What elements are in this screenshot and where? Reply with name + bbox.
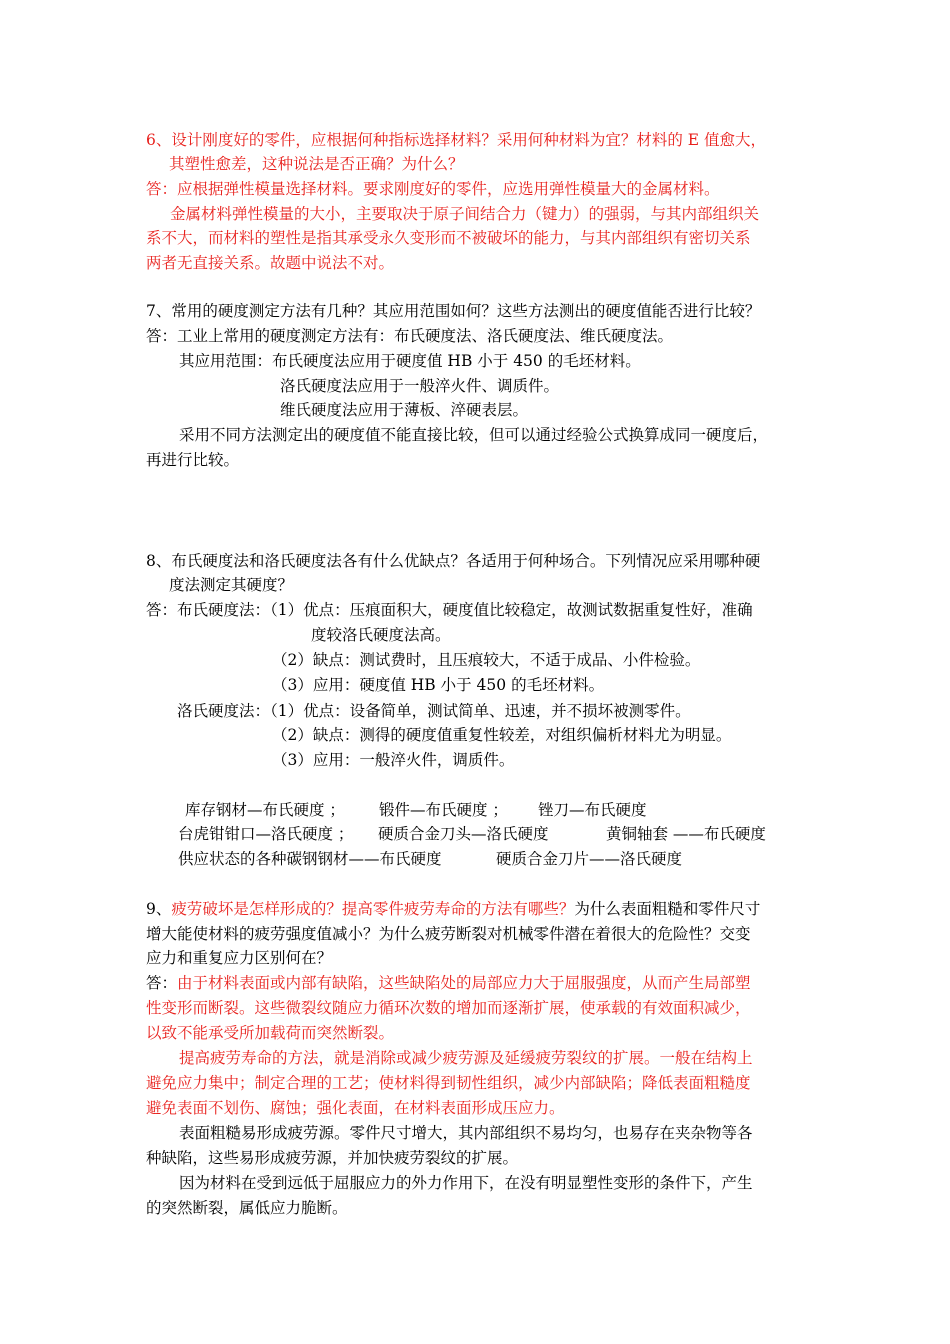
- q7-answer-line-3: 洛氏硬度法应用于一般淬火件、调质件。: [280, 377, 560, 395]
- q9-answer-line-1: [146, 971, 751, 995]
- q9-answer-line-2: 性变形而断裂。这些微裂纹随应力循环次数的增加而逐渐扩展，使承载的有效面积减少，: [146, 999, 751, 1017]
- q8-answer-line-2: 度较洛氏硬度法高。: [311, 626, 451, 644]
- q9-question-highlight: 疲劳破坏是怎样形成的？提高零件疲劳寿命的方法有哪些？: [171, 900, 575, 918]
- q6-answer-line-2: 金属材料弹性模量的大小，主要取决于原子间结合力（键力）的强弱，与其内部组织关: [170, 205, 760, 223]
- q8-case-carbon-steel: 供应状态的各种碳钢钢材——布氏硬度: [178, 850, 442, 868]
- q8-case-carbide-blade: 硬质合金刀片——洛氏硬度: [496, 850, 683, 868]
- q8-answer-line-3: （2）缺点：测试费时，且压痕较大，不适于成品、小件检验。: [272, 651, 701, 669]
- q8-case-stock-steel: 库存钢材—布氏硬度 ；: [185, 801, 345, 819]
- q7-answer-line-2: 其应用范围：布氏硬度法应用于硬度值 HB 小于 450 的毛坯材料。: [179, 352, 641, 370]
- q8-answer-line-6: （2）缺点：测得的硬度值重复性较差，对组织偏析材料尤为明显。: [272, 726, 732, 744]
- q7-answer-line-6: 再进行比较。: [146, 451, 240, 469]
- q6-question-line-2: 其塑性愈差，这种说法是否正确？为什么？: [169, 155, 464, 173]
- q8-case-file: 锉刀—布氏硬度: [538, 801, 647, 819]
- q9-answer-line-5: 避免应力集中；制定合理的工艺；使材料得到韧性组织，减少内部缺陷；降低表面粗糙度: [146, 1074, 751, 1092]
- q6-question-line-1: 6、设计刚度好的零件，应根据何种指标选择材料？采用何种材料为宜？材料的 E 值愈大，: [146, 131, 767, 149]
- q7-question-line-1: 7、常用的硬度测定方法有几种？其应用范围如何？这些方法测出的硬度值能否进行比较？: [146, 302, 761, 320]
- q9-answer-line-10: 的突然断裂，属低应力脆断。: [146, 1199, 348, 1217]
- q8-case-brass-bushing: 黄铜轴套 ——布氏硬度: [606, 825, 766, 843]
- q6-answer-line-1: 答：应根据弹性模量选择材料。要求刚度好的零件，应选用弹性模量大的金属材料。: [146, 180, 720, 198]
- q6-answer-line-4: 两者无直接关系。故题中说法不对。: [146, 254, 395, 272]
- q9-question-line-3: 应力和重复应力区别何在？: [146, 949, 333, 967]
- q9-answer-line-3: 以致不能承受所加载荷而突然断裂。: [146, 1024, 395, 1042]
- q9-answer-line-7: 表面粗糙易形成疲劳源。零件尺寸增大，其内部组织不易均匀，也易存在夹杂物等各: [179, 1124, 753, 1142]
- q9-answer-line-9: 因为材料在受到远低于屈服应力的外力作用下，在没有明显塑性变形的条件下，产生: [179, 1174, 753, 1192]
- q8-answer-line-4: （3）应用：硬度值 HB 小于 450 的毛坯材料。: [272, 676, 605, 694]
- q9-answer-line-8: 种缺陷，这些易形成疲劳源，并加快疲劳裂纹的扩展。: [146, 1149, 519, 1167]
- q8-case-vise-jaw: 台虎钳钳口—洛氏硬度 ；: [178, 825, 354, 843]
- q7-answer-line-5: 采用不同方法测定出的硬度值不能直接比较，但可以通过经验公式换算成同一硬度后，: [179, 426, 769, 444]
- q9-question-rest: 为什么表面粗糙和零件尺寸: [574, 900, 761, 918]
- q8-answer-line-5: 洛氏硬度法：（1）优点：设备简单，测试简单、迅速，并不损坏被测零件。: [177, 702, 691, 720]
- q8-case-carbide-tip: 硬质合金刀头—洛氏硬度: [378, 825, 549, 843]
- q9-answer-line-4: 提高疲劳寿命的方法，就是消除或减少疲劳源及延缓疲劳裂纹的扩展。一般在结构上: [179, 1049, 753, 1067]
- q9-question-line-1: [146, 897, 760, 921]
- q8-question-line-1: 8、布氏硬度法和洛氏硬度法各有什么优缺点？各适用于何种场合。下列情况应采用哪种硬: [146, 552, 761, 570]
- q9-question-line-2: 增大能使材料的疲劳强度值减小？为什么疲劳断裂对机械零件潜在着很大的危险性？交变: [146, 925, 751, 943]
- q6-answer-line-3: 系不大，而材料的塑性是指其承受永久变形而不被破坏的能力，与其内部组织有密切关系: [146, 229, 751, 247]
- q7-answer-line-1: 答：工业上常用的硬度测定方法有：布氏硬度法、洛氏硬度法、维氏硬度法。: [146, 327, 674, 345]
- q7-answer-line-4: 维氏硬度法应用于薄板、淬硬表层。: [280, 401, 529, 419]
- q9-answer-highlight: 由于材料表面或内部有缺陷，这些缺陷处的局部应力大于屈服强度，从而产生局部塑: [177, 974, 751, 992]
- q9-number: 9、: [146, 900, 172, 918]
- q8-question-line-2: 度法测定其硬度？: [169, 576, 294, 594]
- q9-answer-line-6: 避免表面不划伤、腐蚀；强化表面，在材料表面形成压应力。: [146, 1099, 565, 1117]
- q8-case-forging: 锻件—布氏硬度 ；: [379, 801, 508, 819]
- q9-answer-prefix: 答：: [146, 974, 178, 992]
- q8-answer-line-7: （3）应用：一般淬火件，调质件。: [272, 751, 515, 769]
- q8-answer-line-1: 答：布氏硬度法：（1）优点：压痕面积大，硬度值比较稳定，故测试数据重复性好，准确: [146, 601, 753, 619]
